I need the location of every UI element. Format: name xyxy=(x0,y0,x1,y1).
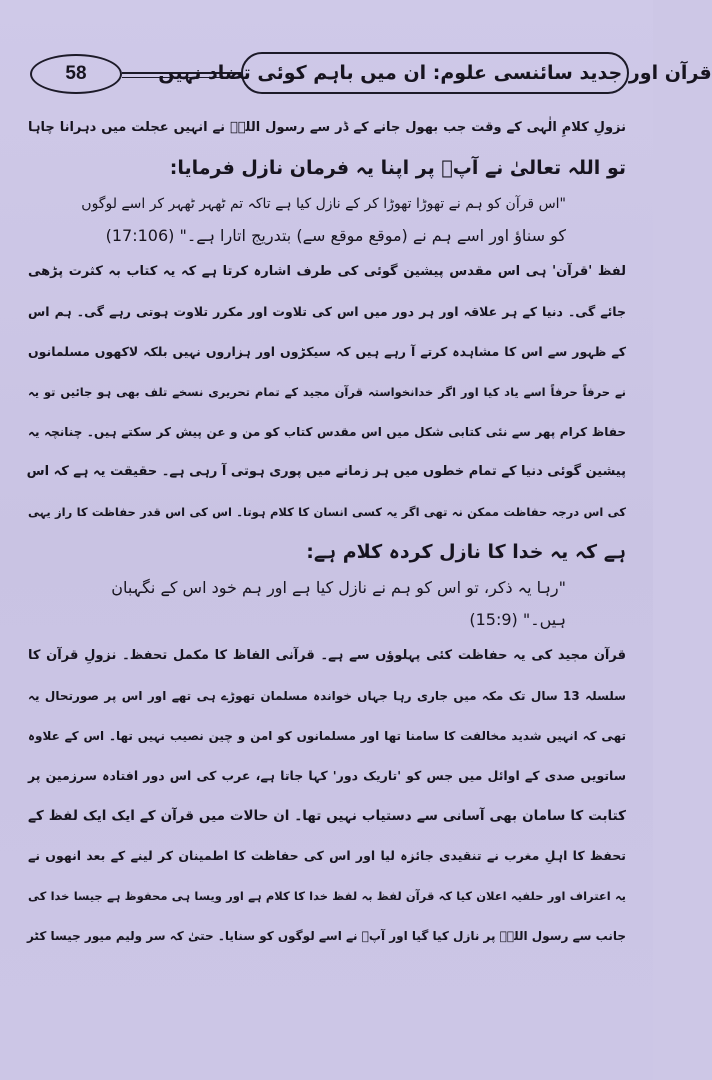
quote-line: "اس قرآن کو ہم نے تھوڑا تھوڑا کر کے نازل کیا ہے تاکہ تم ٹھہر ٹھہر کر اسے لوگوں xyxy=(81,196,566,212)
text-line: پیشین گوئی دنیا کے تمام خطوں میں ہر زمانے میں پوری ہوتی آ رہی ہے۔ حقیقت یہ ہے کہ اس xyxy=(26,464,626,479)
running-title: قرآن اور جدید سائنسی علوم: ان میں باہم کوئی تضاد نہیں xyxy=(241,52,629,94)
text-line: ہے کہ یہ خدا کا نازل کردہ کلام ہے: xyxy=(306,541,626,563)
text-line: ساتویں صدی کے اوائل میں جس کو 'تاریک دور' کہا جاتا ہے، عرب کی اس دور افتادہ سرزمین پر xyxy=(28,768,626,783)
body-text xyxy=(28,108,626,956)
text-line: جائے گی۔ دنیا کے ہر علاقہ اور ہر دور میں اس کی تلاوت اور مکرر تلاوت ہوتی رہے گی۔ ہم اس xyxy=(28,304,626,319)
quote-line: "رہا یہ ذکر، تو اس کو ہم نے نازل کیا ہے اور ہم خود اس کے نگہبان xyxy=(111,578,566,597)
text-line: حفاظ کرام پھر سے نئی کتابی شکل میں اس مقدس کتاب کو من و عن پیش کر سکتے ہیں۔ چنانچہ یہ xyxy=(28,425,626,439)
page-header xyxy=(26,50,712,100)
text-line: یہ اعتراف اور حلفیہ اعلان کیا کہ قرآن لفظ بہ لفظ خدا کا کلام ہے اور ویسا ہی محفوظ ہے جیسا خدا کی xyxy=(28,889,626,903)
quote-line: کو سناؤ اور اسے ہم نے (موقع موقع سے) بتدریج اتارا ہے۔" (17:106) xyxy=(105,226,566,245)
text-line: قرآن مجید کی یہ حفاظت کئی پہلوؤں سے ہے۔ قرآنی الفاظ کا مکمل تحفظ۔ نزولِ قرآن کا xyxy=(28,648,626,663)
text-line: تحفظ کا اہلِ مغرب نے تنقیدی جائزہ لیا اور اس کی حفاظت کا اطمینان کر لینے کے بعد انھوں نے xyxy=(28,848,626,863)
text-line: نزولِ کلامِ الٰہی کے وقت جب بھول جانے کے ڈر سے رسول اللہؐ نے انہیں عجلت میں دہرانا چاہا xyxy=(28,120,626,135)
text-line: کی اس درجہ حفاظت ممکن نہ تھی اگر یہ کسی انسان کا کلام ہوتا۔ اس کی اس قدر حفاظت کا راز یہی xyxy=(28,505,626,519)
text-line: کتابت کا سامان بھی آسانی سے دستیاب نہیں تھا۔ ان حالات میں قرآن کے ایک ایک لفظ کے xyxy=(28,808,626,824)
text-line: تو اللہ تعالیٰ نے آپؐ پر اپنا یہ فرمان نازل فرمایا: xyxy=(169,157,626,179)
text-line: تھی کہ انہیں شدید مخالفت کا سامنا تھا اور مسلمانوں کو امن و چین نصیب نہیں تھا۔ اس کے علاوہ xyxy=(28,729,626,743)
text-line: نے حرفاً حرفاً اسے یاد کیا اور اگر خدانخواستہ قرآن مجید کے تمام تحریری نسخے تلف بھی ہو جائیں تو یہ xyxy=(28,385,626,399)
quote-line: ہیں۔" (15:9) xyxy=(469,610,566,629)
page-number: 58 xyxy=(30,54,122,94)
text-line: کے ظہور سے اس کا مشاہدہ کرتے آ رہے ہیں کہ سیکڑوں اور ہزاروں نہیں بلکہ لاکھوں مسلمانوں xyxy=(28,344,626,359)
text-line: لفظ 'قرآن' ہی اس مقدس پیشین گوئی کی طرف اشارہ کرتا ہے کہ یہ کتاب بہ کثرت پڑھی xyxy=(28,264,626,279)
text-line: جانب سے رسول اللہؐ پر نازل کیا گیا اور آپؐ نے اسے لوگوں کو سنایا۔ حتیٰ کہ سر ولیم میور جیسا کٹر xyxy=(26,929,626,943)
text-line: سلسلہ 13 سال تک مکہ میں جاری رہا جہاں خواندہ مسلمان تھوڑے ہی تھے اور اس پر صورتحال یہ xyxy=(28,689,626,703)
